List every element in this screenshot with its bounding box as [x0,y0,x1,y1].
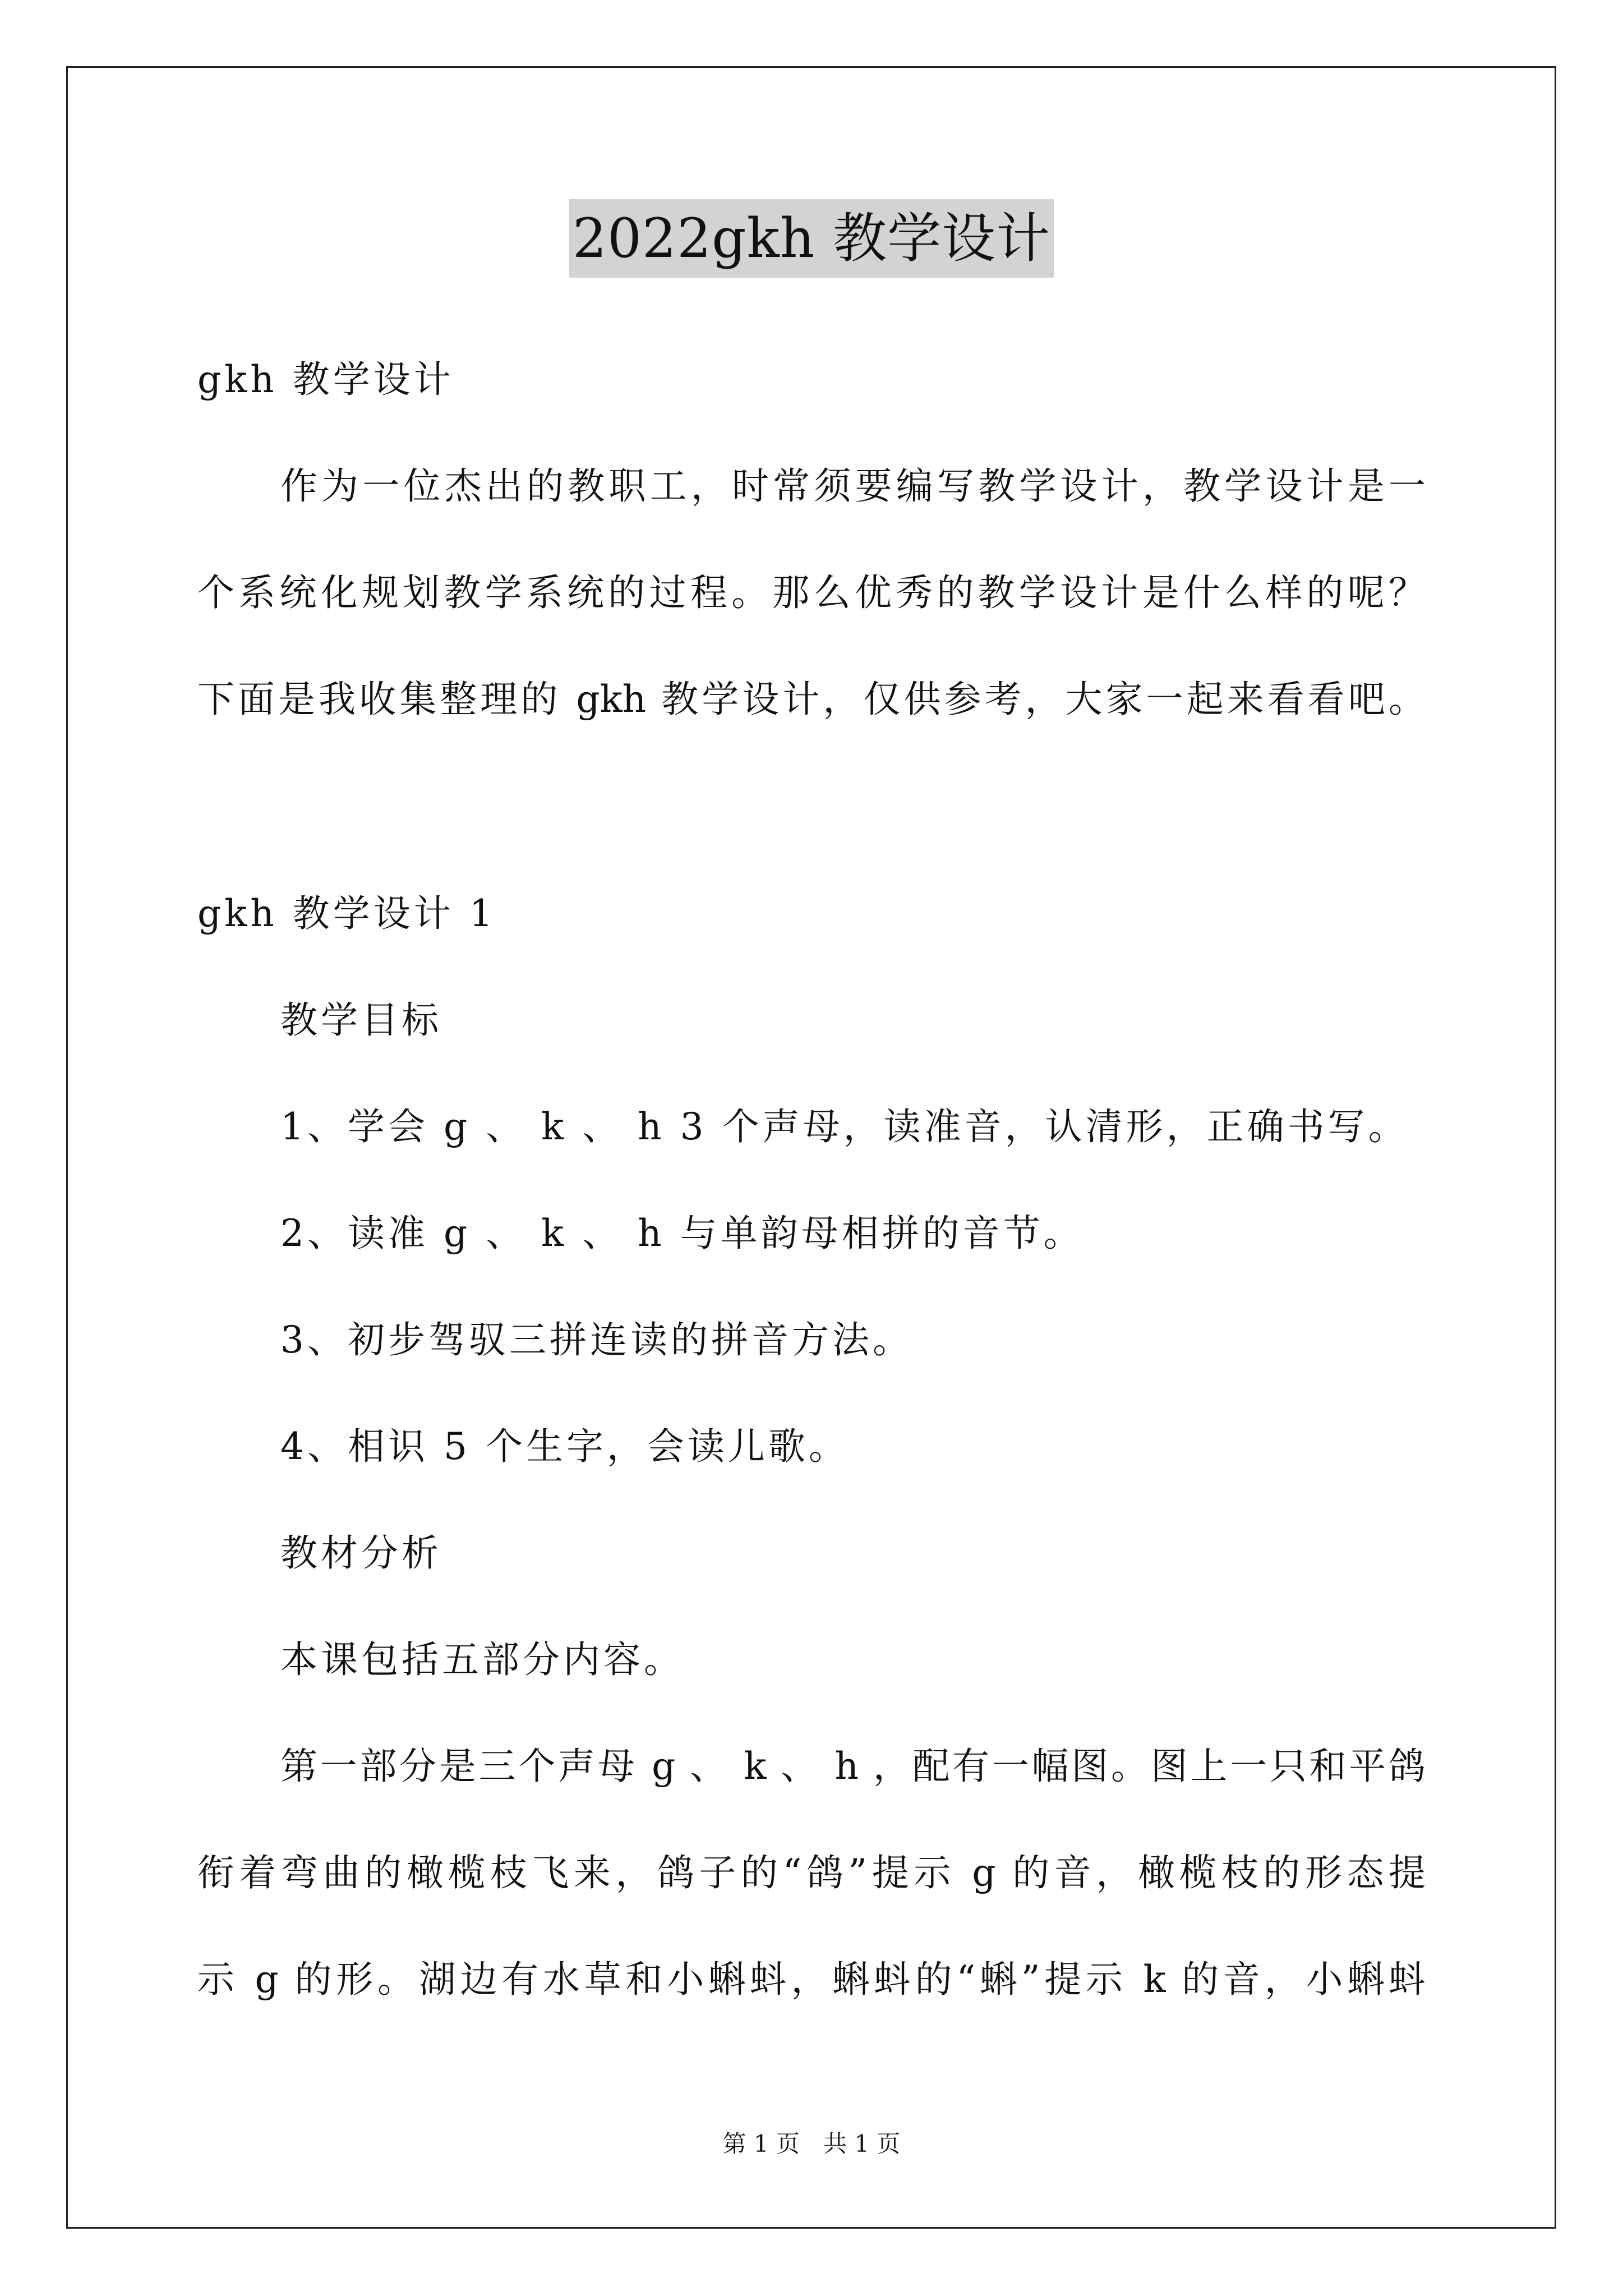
goal-item-2: 2、读准 g 、 k 、 h 与单韵母相拼的音节。 [280,1212,1084,1255]
analysis-heading: 教材分析 [280,1531,442,1575]
intro-line-1: 作为一位杰出的教职工，时常须要编写教学设计，教学设计是一 [280,464,1426,508]
goal-item-3: 3、初步驾驭三拼连读的拼音方法。 [280,1318,913,1361]
analysis-line-1: 第一部分是三个声母 g 、 k 、 h ，配有一幅图。图上一只和平鸽 [280,1745,1426,1788]
goals-heading: 教学目标 [280,999,442,1042]
intro-line-3: 下面是我收集整理的 gkh 教学设计，仅供参考，大家一起来看看吧。 [197,678,1426,721]
analysis-line-2: 衔着弯曲的橄榄枝飞来，鸽子的“鸽”提示 g 的音，橄榄枝的形态提 [197,1851,1426,1894]
document-subtitle: gkh 教学设计 [197,358,454,401]
title-container [0,199,1623,278]
intro-line-2: 个系统化规划教学系统的过程。那么优秀的教学设计是什么样的呢？ [197,571,1426,614]
document-title: 2022gkh 教学设计 [569,199,1054,278]
analysis-intro: 本课包括五部分内容。 [280,1638,684,1681]
goal-item-1: 1、学会 g 、 k 、 h 3 个声母，读准音，认清形，正确书写。 [280,1105,1409,1148]
analysis-line-3: 示 g 的形。湖边有水草和小蝌蚪，蝌蚪的“蝌”提示 k 的音，小蝌蚪 [197,1958,1426,2001]
goal-item-4: 4、相识 5 个生字，会读儿歌。 [280,1425,849,1468]
section-heading: gkh 教学设计 1 [197,892,496,935]
page-footer: 第 1 页 共 1 页 [722,2130,901,2157]
